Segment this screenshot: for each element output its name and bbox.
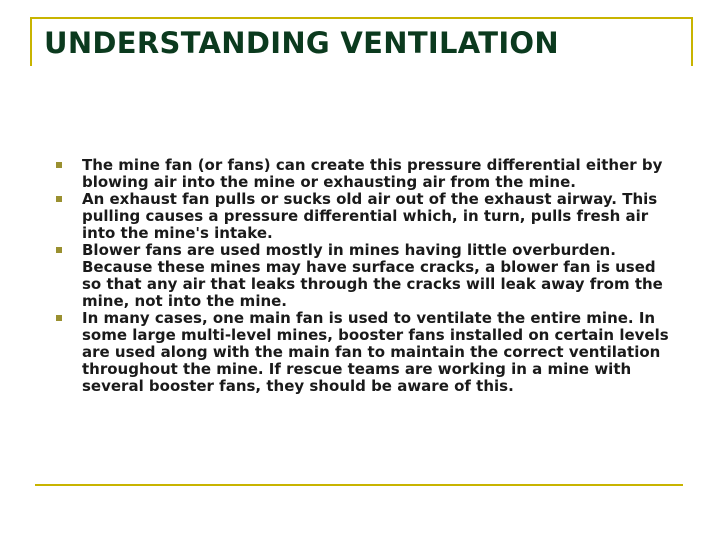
- bullet-text-3: Blower fans are used mostly in mines having little overburden. Because these mines may have surface cracks, a blower fan is used so that any air that leaks through the cracks will leak away from the mine, not into the mine.: [82, 241, 663, 310]
- square-bullet-icon: [56, 162, 62, 168]
- bullet-item-4: [54, 310, 674, 395]
- bullet-list: [54, 157, 674, 395]
- bullet-text-1: The mine fan (or fans) can create this pressure differential either by blowing air into the mine or exhausting air from the mine.: [82, 156, 663, 191]
- bullet-text-2: An exhaust fan pulls or sucks old air out of the exhaust airway. This pulling causes a pressure differential which, in turn, pulls fresh air into the mine's intake.: [82, 190, 658, 242]
- title-frame-left-border: [30, 17, 32, 66]
- bullet-text-4: In many cases, one main fan is used to ventilate the entire mine. In some large multi-level mines, booster fans installed on certain levels are used along with the main fan to maintain the correct ventilation throughout the mine. If rescue teams are working in a mine with several booster fans, they should be aware of this.: [82, 309, 669, 395]
- slide-title: UNDERSTANDING VENTILATION: [44, 26, 559, 60]
- title-frame-right-border: [691, 17, 693, 66]
- square-bullet-icon: [56, 315, 62, 321]
- bullet-item-3: [54, 242, 674, 310]
- title-frame-top-border: [30, 17, 693, 19]
- bullet-item-2: [54, 191, 674, 242]
- square-bullet-icon: [56, 196, 62, 202]
- bottom-divider: [35, 484, 683, 486]
- bullet-item-1: [54, 157, 674, 191]
- square-bullet-icon: [56, 247, 62, 253]
